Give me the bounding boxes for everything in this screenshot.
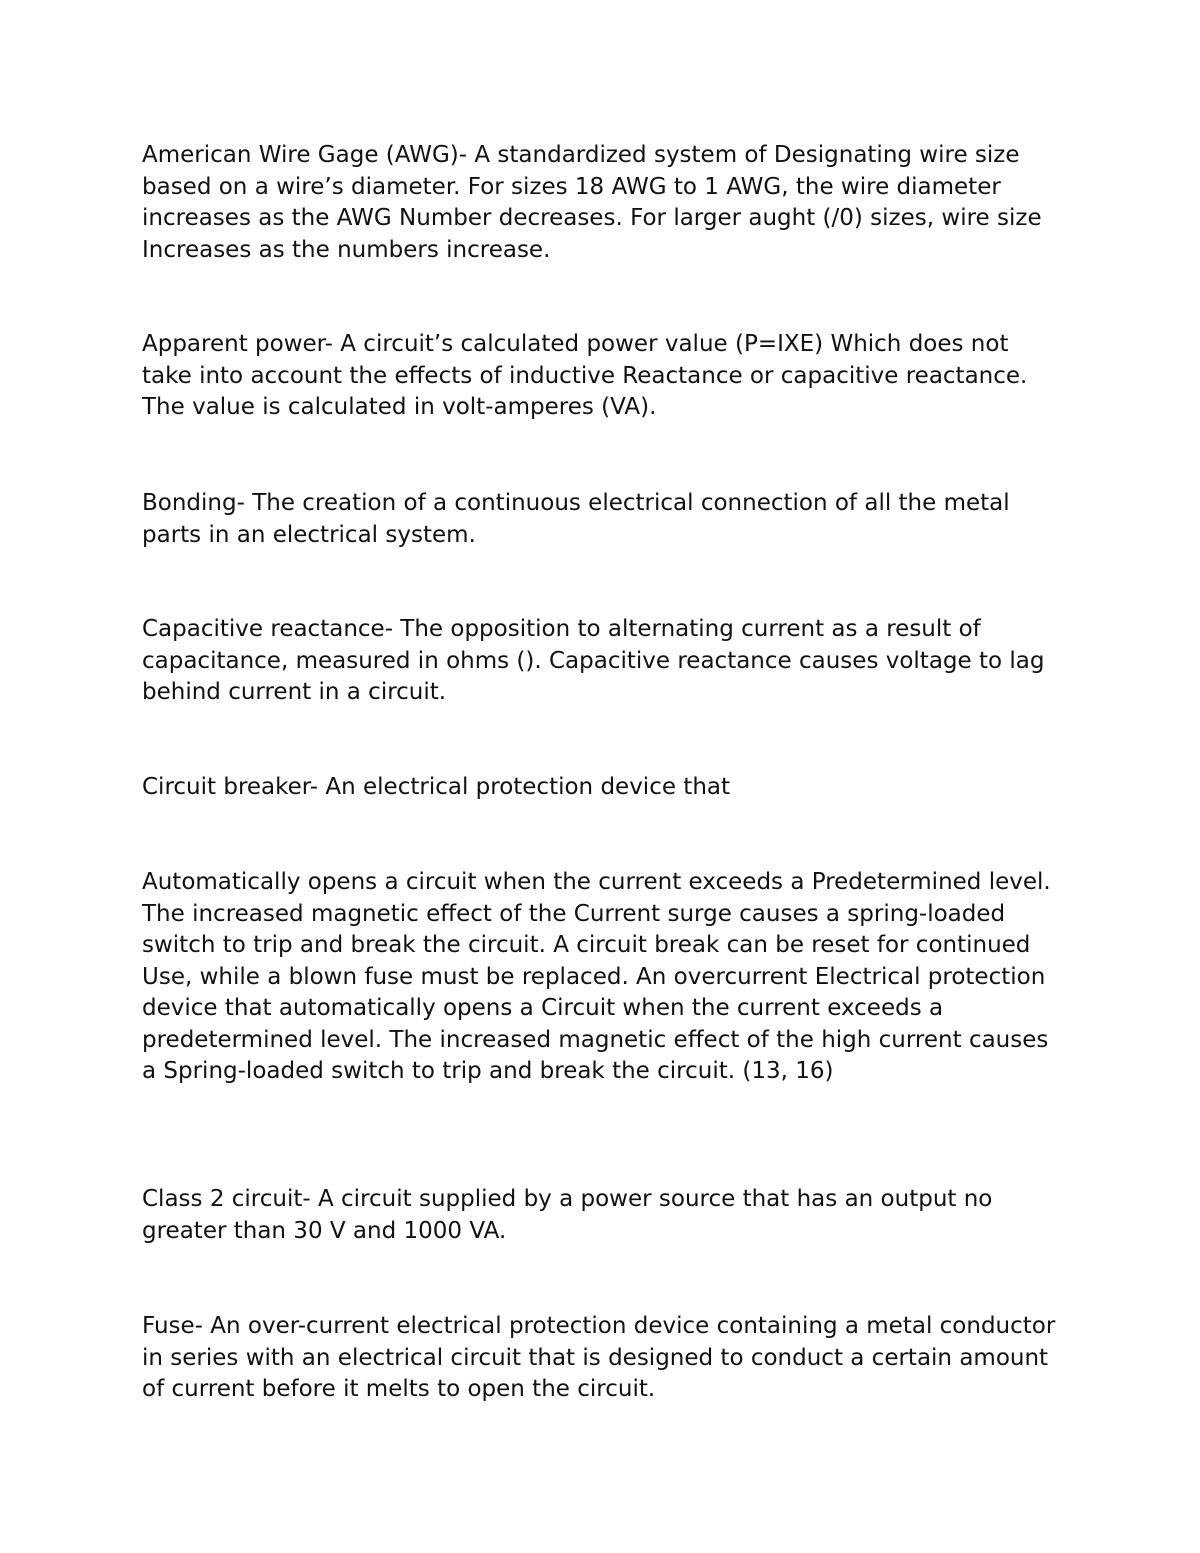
definition-awg: American Wire Gage (AWG)- A standardized system of Designating wire size based on a wire’s diameter. For sizes 18 AWG to 1 AWG, the wire diameter increases as the AWG Number decreases. For larger aught (/0) sizes, wire size Increases as the numbers increase. [142, 142, 1042, 263]
definition-fuse: Fuse- An over-current electrical protection device containing a metal conductor in series with an electrical circuit that is designed to conduct a certain amount of current before it melts to open the circuit. [142, 1313, 1056, 1402]
definition-bonding: Bonding- The creation of a continuous electrical connection of all the metal parts in an electrical system. [142, 490, 1010, 548]
definition-class-2-circuit: Class 2 circuit- A circuit supplied by a power source that has an output no greater than 30 V and 1000 VA. [142, 1186, 993, 1244]
definition-circuit-breaker: Circuit breaker- An electrical protection device that [142, 774, 731, 800]
definition-circuit-breaker-continued: Automatically opens a circuit when the current exceeds a Predetermined level. The increased magnetic effect of the Current surge causes a spring-loaded switch to trip and break the circuit. A circuit break can be reset for continued Use, while a blown fuse must be replaced. An overcurrent Electrical protection device that automatically opens a Circuit when the current exceeds a predetermined level. The increased magnetic effect of the high current causes a Spring-loaded switch to trip and break the circuit. (13, 16) [142, 869, 1051, 1084]
definition-apparent-power: Apparent power- A circuit’s calculated power value (P=IXE) Which does not take into account the effects of inductive Reactance or capacitive reactance. The value is calculated in volt-amperes (VA). [142, 331, 1028, 420]
definition-capacitive-reactance: Capacitive reactance- The opposition to alternating current as a result of capacitance, measured in ohms (). Capacitive reactance causes voltage to lag behind current in a circuit. [142, 616, 1045, 705]
